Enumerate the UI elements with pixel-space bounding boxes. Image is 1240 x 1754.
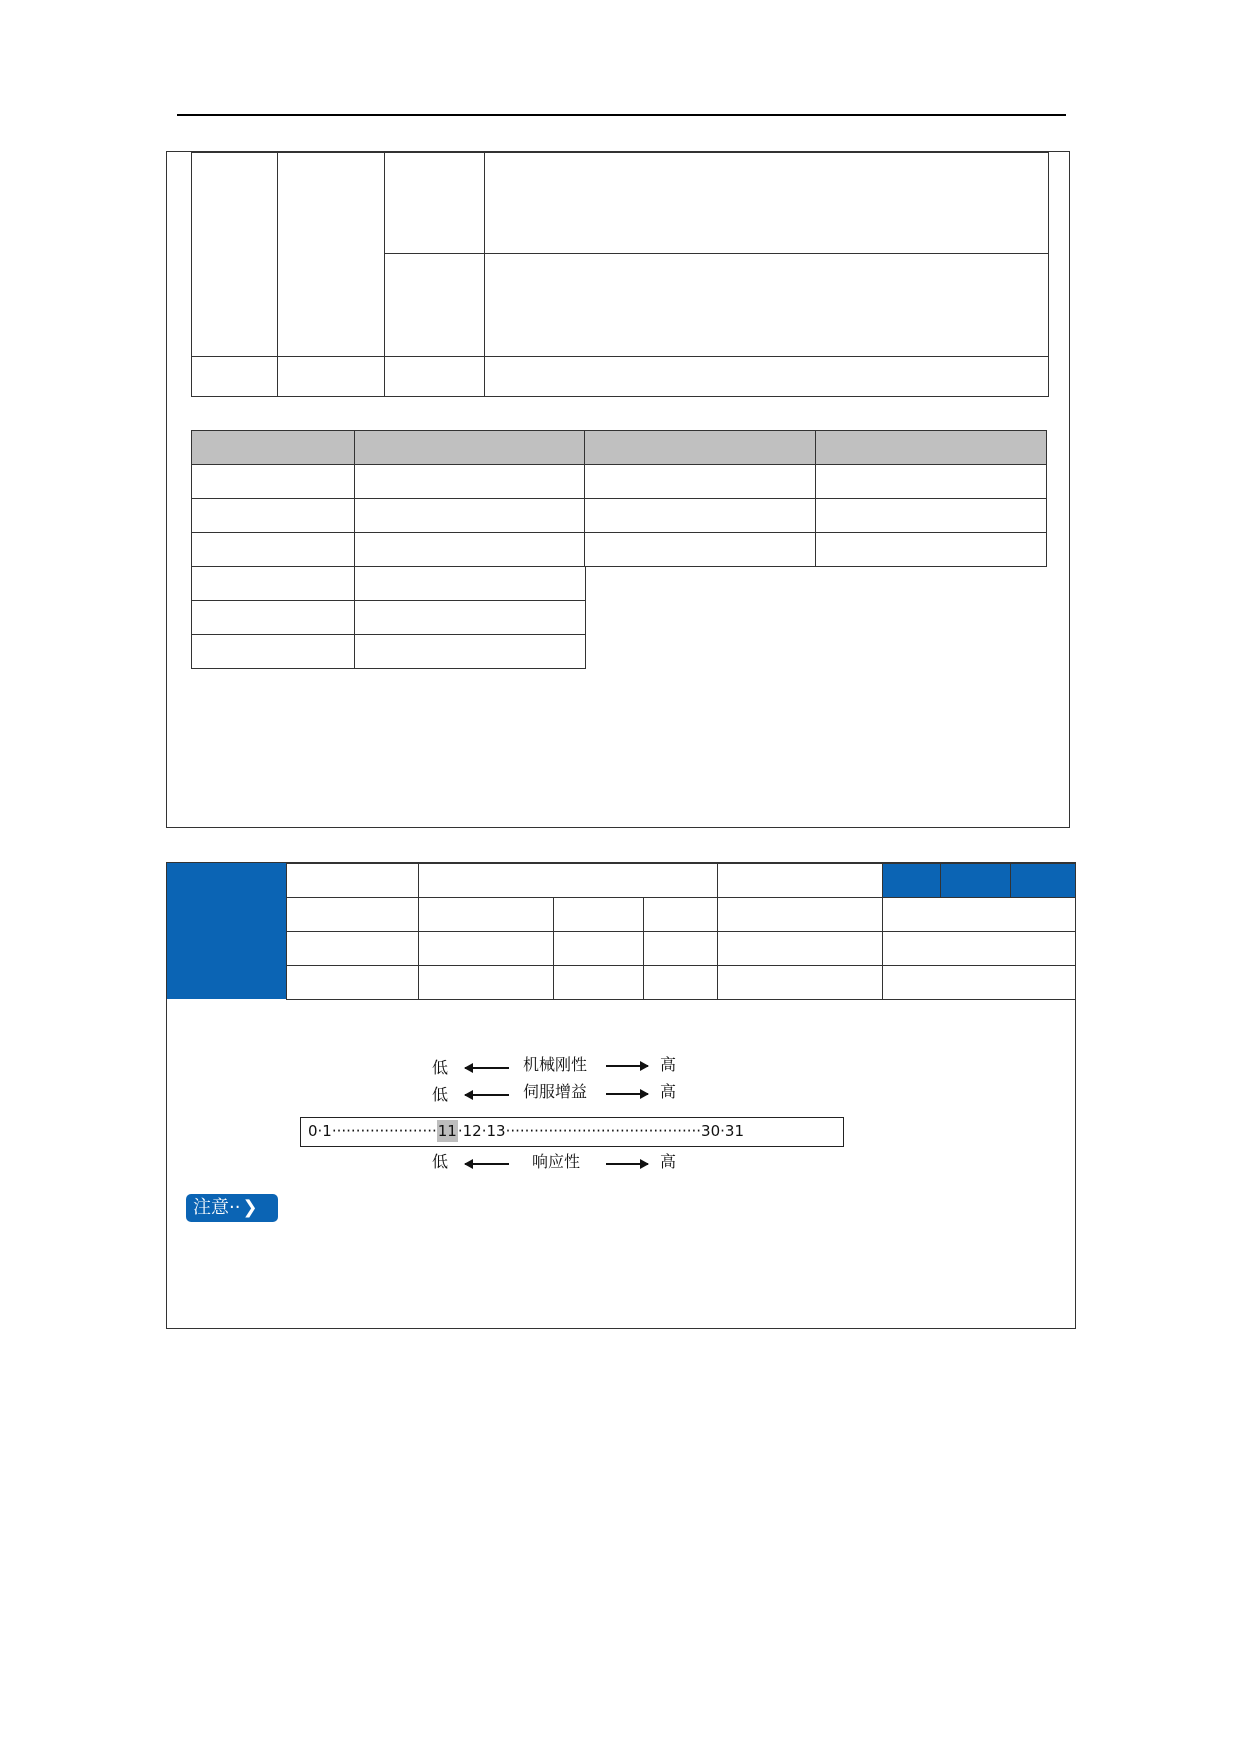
table-cell xyxy=(192,533,355,567)
table-cell xyxy=(585,499,816,533)
table-cell xyxy=(419,932,554,966)
low-label: 低 xyxy=(432,1152,449,1171)
table-cell xyxy=(192,567,355,601)
parameter-attribute-table xyxy=(286,863,1076,1000)
table-cell xyxy=(355,601,586,635)
scale-start: 0·1······················ xyxy=(308,1122,437,1140)
responsiveness-label: 响应性 xyxy=(532,1152,581,1171)
table-cell xyxy=(385,153,485,254)
table-cell xyxy=(192,601,355,635)
table-cell xyxy=(816,499,1047,533)
table-cell xyxy=(385,356,485,396)
notice-badge xyxy=(186,1194,278,1222)
value-table-continued xyxy=(191,566,586,669)
table-cell xyxy=(485,153,1049,254)
table-cell xyxy=(485,254,1049,356)
table-cell xyxy=(287,966,419,1000)
table-header-cell xyxy=(355,431,585,465)
table-cell xyxy=(883,966,1076,1000)
table-cell xyxy=(644,932,718,966)
left-arrow-icon xyxy=(465,1163,509,1165)
table-cell xyxy=(485,356,1049,396)
table-cell xyxy=(287,932,419,966)
table-cell xyxy=(355,499,585,533)
notice-label: 注意·· xyxy=(193,1197,241,1218)
table-cell xyxy=(883,898,1076,932)
table-cell xyxy=(192,356,278,396)
high-label: 高 xyxy=(660,1082,677,1101)
table-cell xyxy=(278,356,385,396)
table-header-cell xyxy=(816,431,1047,465)
table-cell xyxy=(192,153,278,357)
table-cell xyxy=(278,153,385,357)
low-label: 低 xyxy=(432,1085,449,1104)
attribute-flag-cell xyxy=(883,864,941,898)
table-cell xyxy=(192,635,355,669)
parameter-detail-table xyxy=(191,152,1049,397)
table-cell xyxy=(287,864,419,898)
table-cell xyxy=(644,966,718,1000)
table-cell xyxy=(585,465,816,499)
table-cell xyxy=(718,898,883,932)
mechanical-rigidity-label: 机械刚性 xyxy=(523,1055,588,1074)
table-cell xyxy=(355,635,586,669)
right-arrow-icon xyxy=(606,1065,648,1067)
low-label: 低 xyxy=(432,1058,449,1077)
table-cell xyxy=(883,932,1076,966)
chevron-right-icon: ❯ xyxy=(242,1197,258,1218)
right-arrow-icon xyxy=(606,1163,648,1165)
table-cell xyxy=(192,465,355,499)
table-cell xyxy=(355,533,585,567)
gain-scale-values xyxy=(308,1121,744,1141)
table-cell xyxy=(718,932,883,966)
table-header-cell xyxy=(585,431,816,465)
table-cell xyxy=(718,864,883,898)
value-table xyxy=(191,430,1047,567)
table-cell xyxy=(192,499,355,533)
table-cell xyxy=(554,932,644,966)
high-label: 高 xyxy=(660,1152,677,1171)
table-cell xyxy=(816,533,1047,567)
table-cell xyxy=(287,898,419,932)
table-cell xyxy=(816,465,1047,499)
attribute-flag-cell xyxy=(1011,864,1076,898)
table-cell xyxy=(718,966,883,1000)
table-cell xyxy=(355,465,585,499)
right-arrow-icon xyxy=(606,1093,648,1095)
table-header-cell xyxy=(192,431,355,465)
left-arrow-icon xyxy=(465,1094,509,1096)
scale-default-value: 11 xyxy=(437,1122,457,1140)
attribute-flag-cell xyxy=(941,864,1011,898)
high-label: 高 xyxy=(660,1055,677,1074)
servo-gain-label: 伺服增益 xyxy=(523,1082,588,1101)
table-cell xyxy=(419,864,718,898)
table-cell xyxy=(644,898,718,932)
table-cell xyxy=(585,533,816,567)
table-cell xyxy=(385,254,485,356)
left-arrow-icon xyxy=(465,1067,509,1069)
table-cell xyxy=(419,898,554,932)
table-cell xyxy=(355,567,586,601)
parameter-code-block xyxy=(167,863,286,999)
header-rule xyxy=(177,114,1066,116)
table-cell xyxy=(419,966,554,1000)
table-cell xyxy=(554,898,644,932)
table-cell xyxy=(554,966,644,1000)
scale-end: ·12·13·········································30·31 xyxy=(457,1122,745,1140)
